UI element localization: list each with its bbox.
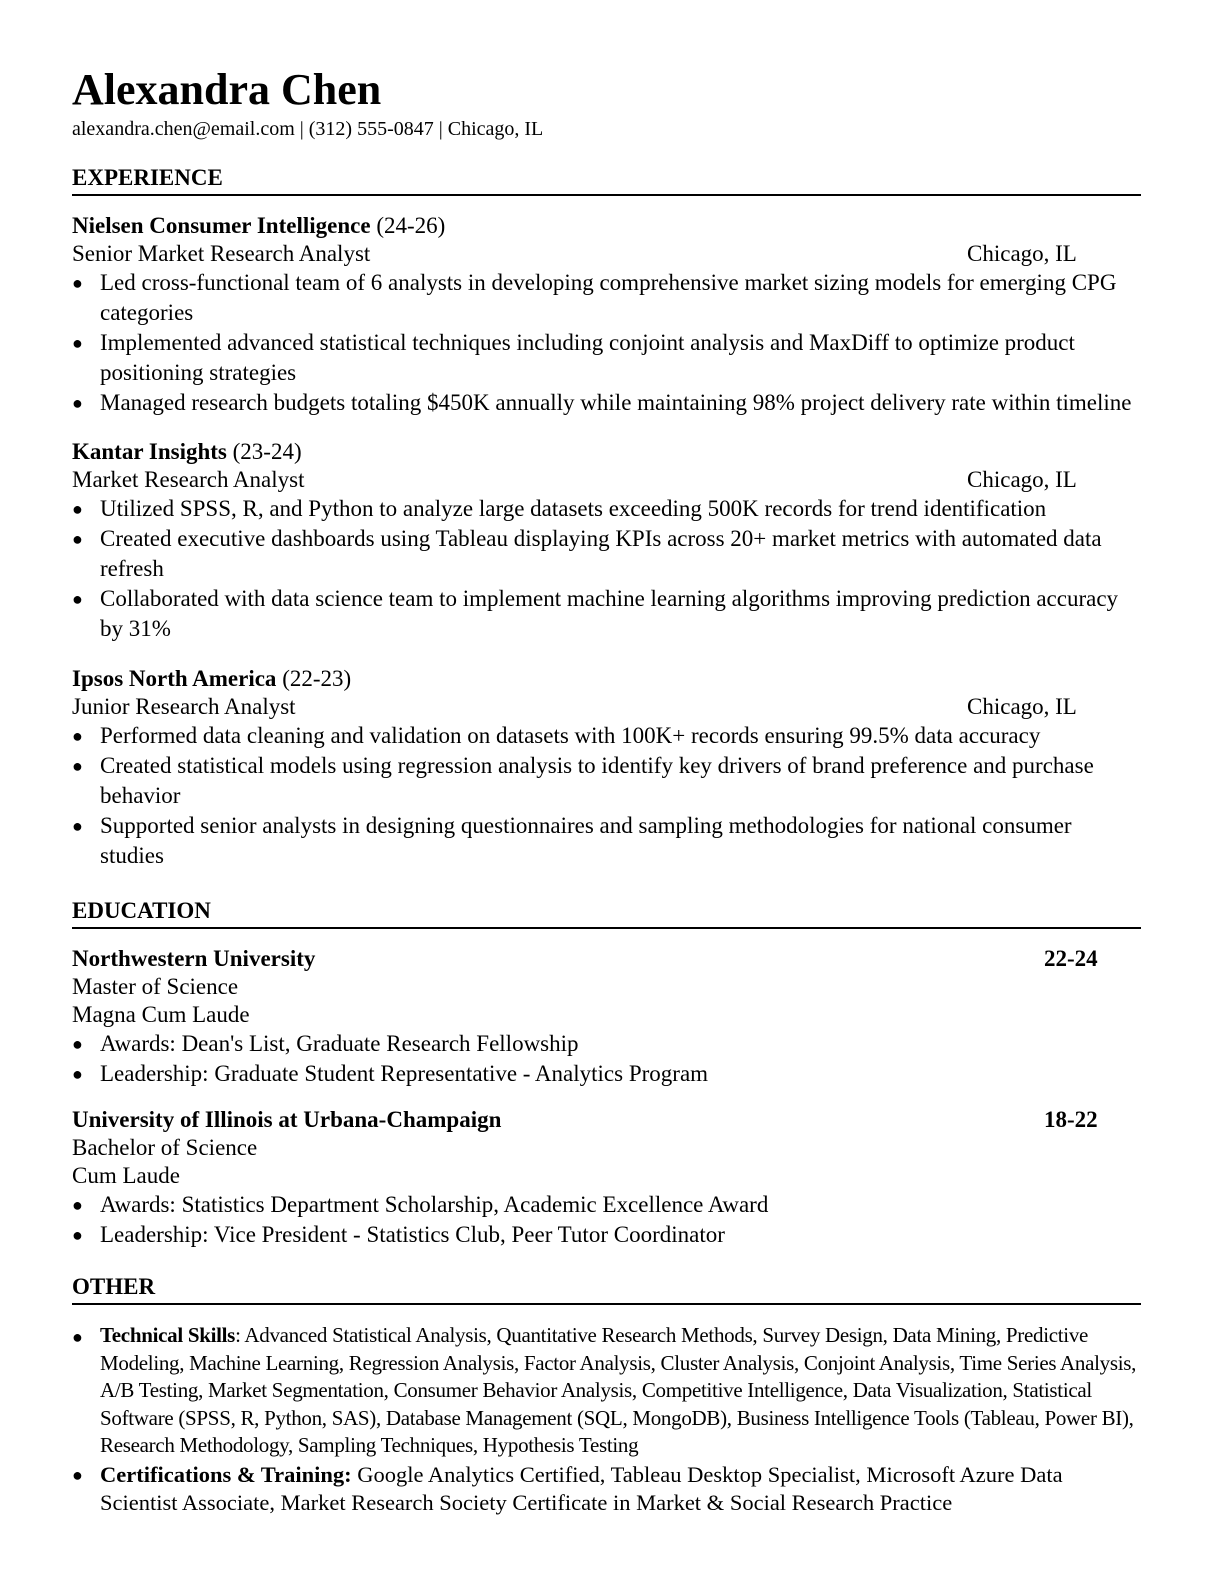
- list-item: ● Awards: Statistics Department Scholarship, Academic Excellence Award: [72, 1190, 1141, 1220]
- honors: Cum Laude: [72, 1163, 180, 1188]
- bullet-icon: ●: [72, 499, 83, 519]
- bullet-icon: ●: [72, 333, 83, 353]
- list-item: ● Utilized SPSS, R, and Python to analyze large datasets exceeding 500K records for trend identification: [72, 494, 1141, 524]
- company-name: Ipsos North America: [72, 666, 277, 691]
- job-title: Market Research Analyst: [72, 467, 305, 492]
- experience-entry: [72, 212, 1141, 418]
- certs-label: Certifications & Training:: [100, 1461, 352, 1487]
- list-item: ● Performed data cleaning and validation on datasets with 100K+ records ensuring 99.5% data accuracy: [72, 721, 1141, 751]
- other-entry: [72, 1322, 1141, 1517]
- other-bullets: [72, 1322, 1141, 1517]
- list-item: ● Awards: Dean's List, Graduate Research Fellowship: [72, 1029, 1141, 1059]
- job-location: Chicago, IL: [967, 241, 1077, 266]
- list-item: ● Created executive dashboards using Tableau displaying KPIs across 20+ market metrics with automated data refresh: [72, 526, 1102, 581]
- education-entry: [72, 945, 1141, 1089]
- list-item: ● Implemented advanced statistical techniques including conjoint analysis and MaxDiff to optimize product positioning strategies: [72, 330, 1075, 385]
- bullet-icon: ●: [72, 1034, 83, 1054]
- education-header: [72, 945, 1141, 973]
- education-entry: [72, 1106, 1141, 1250]
- job-location: Chicago, IL: [967, 694, 1077, 719]
- bullet-icon: ●: [72, 273, 83, 293]
- skills-label: Technical Skills: [100, 1323, 236, 1347]
- bullet-icon: ●: [72, 1195, 83, 1215]
- experience-header: [72, 212, 1141, 240]
- company-name: Kantar Insights: [72, 439, 227, 464]
- bullet-icon: ●: [72, 756, 83, 776]
- degree: Master of Science: [72, 974, 239, 999]
- school-name: Northwestern University: [72, 946, 316, 971]
- technical-skills: [72, 1322, 1141, 1460]
- education-header: [72, 1106, 1141, 1134]
- section-heading-other: OTHER: [72, 1273, 1141, 1305]
- bullet-icon: ●: [72, 816, 83, 836]
- list-item: ● Led cross-functional team of 6 analysts in developing comprehensive market sizing models for emerging CPG categories: [72, 270, 1117, 325]
- bullet-icon: ●: [72, 726, 83, 746]
- bullet-icon: ●: [72, 1064, 83, 1084]
- bullet-icon: ●: [72, 393, 83, 413]
- bullet-icon: ●: [72, 529, 83, 549]
- candidate-name: Alexandra Chen: [72, 65, 382, 114]
- employment-dates: (23-24): [232, 439, 302, 464]
- employment-dates: (24-26): [376, 213, 446, 238]
- list-item: ● Leadership: Vice President - Statistics Club, Peer Tutor Coordinator: [72, 1220, 1141, 1250]
- experience-bullets: [72, 494, 1141, 644]
- job-title-row: [72, 240, 1141, 268]
- skills-text: : Advanced Statistical Analysis, Quantitative Research Methods, Survey Design, Data Mining, Predictive Modeling, Machine Learning, Regression Analysis, Factor Analysis, Cluster Analysis, Conjoint Analysis, Time Series Analysis, A/B Testing, Market Segmentation, Consumer Behavior Analysis, Competitive Intelligence, Data Visualization, Statistical Software (SPSS, R, Python, SAS), Database Management (SQL, MongoDB), Business Intelligence Tools (Tableau, Power BI), Research Methodology, Sampling Techniques, Hypothesis Testing: [100, 1323, 1137, 1457]
- list-item: ● Leadership: Graduate Student Representative - Analytics Program: [72, 1059, 1141, 1089]
- bullet-icon: ●: [72, 1225, 83, 1245]
- bullet-icon: ●: [72, 589, 83, 609]
- experience-header: [72, 438, 1141, 466]
- degree: Bachelor of Science: [72, 1135, 258, 1160]
- section-heading-education: EDUCATION: [72, 897, 1141, 929]
- education-years: 22-24: [1044, 946, 1098, 971]
- experience-entry: [72, 665, 1141, 871]
- company-name: Nielsen Consumer Intelligence: [72, 213, 371, 238]
- certs-text: Google Analytics Certified, Tableau Desktop Specialist, Microsoft Azure Data Scientist Associate, Market Research Society Certificate in Market & Social Research Practice: [100, 1461, 1063, 1515]
- contact-line: alexandra.chen@email.com | (312) 555-0847 | Chicago, IL: [72, 118, 544, 140]
- job-title: Senior Market Research Analyst: [72, 241, 371, 266]
- job-title-row: [72, 693, 1141, 721]
- list-item: ● Managed research budgets totaling $450K annually while maintaining 98% project delivery rate within timeline: [72, 388, 1141, 418]
- education-bullets: [72, 1190, 1141, 1250]
- list-item: ● Collaborated with data science team to implement machine learning algorithms improving prediction accuracy by 31%: [72, 586, 1119, 641]
- education-bullets: [72, 1029, 1141, 1089]
- experience-header: [72, 665, 1141, 693]
- job-location: Chicago, IL: [967, 467, 1077, 492]
- employment-dates: (22-23): [282, 666, 352, 691]
- experience-entry: [72, 438, 1141, 644]
- bullet-icon: ●: [72, 1464, 83, 1485]
- bullet-icon: ●: [72, 1327, 83, 1347]
- section-heading-experience: EXPERIENCE: [72, 164, 1141, 196]
- school-name: University of Illinois at Urbana-Champaign: [72, 1107, 502, 1132]
- job-title: Junior Research Analyst: [72, 694, 296, 719]
- list-item: ● Supported senior analysts in designing questionnaires and sampling methodologies for national consumer studies: [72, 813, 1072, 868]
- certifications: [72, 1461, 1141, 1517]
- education-years: 18-22: [1044, 1107, 1098, 1132]
- experience-bullets: [72, 721, 1141, 871]
- experience-bullets: [72, 268, 1141, 418]
- honors: Magna Cum Laude: [72, 1002, 250, 1027]
- list-item: ● Created statistical models using regression analysis to identify key drivers of brand preference and purchase behavior: [72, 753, 1094, 808]
- job-title-row: [72, 466, 1141, 494]
